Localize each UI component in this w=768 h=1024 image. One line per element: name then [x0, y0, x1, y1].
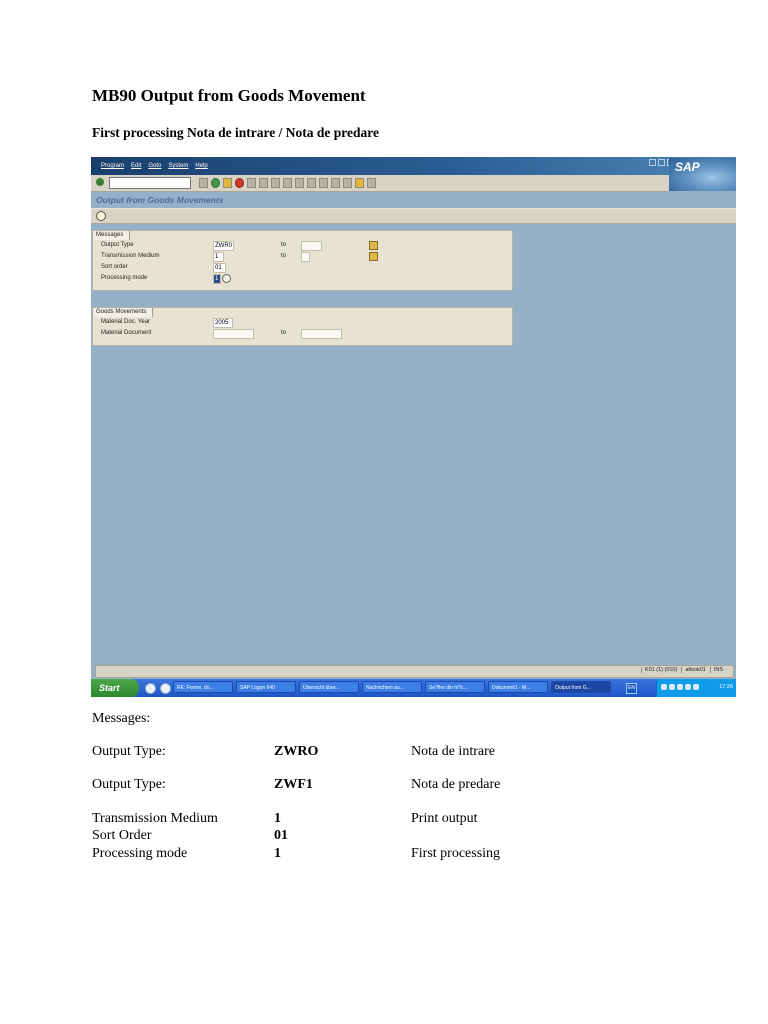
minimize-icon[interactable] — [649, 159, 656, 166]
note-value: 1 — [274, 811, 281, 826]
note-label: Sort Order — [92, 828, 152, 843]
task-button[interactable]: SAP Logon 640 — [236, 681, 296, 693]
insert-mode: INS — [710, 667, 723, 673]
new-session-icon[interactable] — [331, 178, 340, 188]
messages-box — [92, 230, 513, 291]
quick-launch — [145, 683, 171, 694]
tray-icon[interactable] — [661, 684, 667, 690]
windows-taskbar — [91, 679, 736, 697]
note-description: Print output — [411, 811, 478, 826]
task-button[interactable]: Nachrichten au... — [362, 681, 422, 693]
task-list — [173, 681, 611, 693]
transmission-medium-to-field[interactable] — [301, 252, 310, 262]
task-button[interactable]: Dokument1 - M... — [488, 681, 548, 693]
note-label: Output Type: — [92, 744, 166, 759]
system-tray — [656, 679, 736, 697]
system-info: K01 (1) (010) — [641, 667, 677, 673]
to-label: to — [281, 330, 287, 336]
desktop-icon[interactable] — [160, 683, 171, 694]
execute-icon[interactable] — [96, 211, 106, 221]
task-button[interactable]: RE: Forme, do... — [173, 681, 233, 693]
material-document-from-field[interactable] — [213, 329, 254, 339]
material-document-to-field[interactable] — [301, 329, 342, 339]
note-description: First processing — [411, 846, 501, 861]
menu-help[interactable]: Help — [195, 163, 208, 169]
help-icon[interactable] — [355, 178, 364, 188]
task-button[interactable]: Übersicht über... — [299, 681, 359, 693]
notes-heading: Messages: — [92, 711, 151, 726]
command-field[interactable] — [109, 177, 191, 189]
multiple-selection-icon[interactable] — [369, 241, 378, 250]
output-type-to-field[interactable] — [301, 241, 322, 251]
menu-system[interactable]: System — [168, 163, 189, 169]
enter-icon[interactable] — [96, 178, 104, 186]
first-page-icon[interactable] — [283, 178, 292, 188]
note-value: 01 — [274, 828, 288, 843]
prev-page-icon[interactable] — [295, 178, 304, 188]
status-bar — [95, 665, 734, 678]
sort-order-field[interactable]: 01 — [213, 263, 226, 273]
output-type-from-field[interactable]: ZWR0 — [215, 243, 232, 249]
note-label: Transmission Medium — [92, 811, 218, 826]
note-description: Nota de intrare — [411, 744, 495, 759]
tray-icon[interactable] — [693, 684, 699, 690]
processing-mode-field[interactable]: 1 — [213, 274, 221, 284]
layout-icon[interactable] — [367, 178, 376, 188]
find-next-icon[interactable] — [271, 178, 280, 188]
transmission-medium-from-field[interactable]: 1 — [213, 252, 224, 262]
ie-icon[interactable] — [145, 683, 156, 694]
server-info: atlsok01 — [681, 667, 706, 673]
material-doc-year-field[interactable]: 2005 — [213, 318, 233, 328]
menu-edit[interactable]: Edit — [131, 163, 142, 169]
print-icon[interactable] — [247, 178, 256, 188]
start-button[interactable]: Start — [91, 679, 139, 697]
note-label: Output Type: — [92, 777, 166, 792]
to-label: to — [281, 242, 287, 248]
material-doc-year-label: Material Doc. Year — [101, 319, 151, 325]
material-document-label: Material Document — [101, 330, 152, 336]
cancel-icon[interactable] — [235, 178, 244, 188]
tray-icon[interactable] — [685, 684, 691, 690]
sap-logo — [669, 158, 736, 191]
menu-bar — [91, 157, 736, 175]
application-toolbar — [91, 208, 736, 224]
menu-program[interactable]: Program — [101, 163, 125, 169]
document-subtitle: First processing Nota de intrare / Nota de predare — [92, 125, 379, 140]
task-button-active[interactable]: Output from G... — [551, 681, 611, 693]
sort-order-label: Sort order — [101, 264, 128, 270]
note-label: Processing mode — [92, 846, 188, 861]
note-value: 1 — [274, 846, 281, 861]
menu-goto[interactable]: Goto — [148, 163, 162, 169]
note-value: ZWRO — [274, 744, 319, 759]
tray-icon[interactable] — [677, 684, 683, 690]
back-icon[interactable] — [211, 178, 220, 188]
goods-movements-tab: Goods Movements — [94, 308, 153, 317]
exit-icon[interactable] — [223, 178, 232, 188]
clock: 17:26 — [719, 684, 733, 690]
multiple-selection-icon[interactable] — [369, 252, 378, 261]
sap-screenshot — [91, 157, 736, 697]
save-icon[interactable] — [199, 178, 208, 188]
shortcut-icon[interactable] — [343, 178, 352, 188]
goods-movements-box — [92, 307, 513, 346]
next-page-icon[interactable] — [307, 178, 316, 188]
sap-logo-text: SAP — [675, 160, 700, 174]
language-indicator[interactable]: EN — [626, 683, 637, 694]
output-type-label: Output Type — [101, 242, 134, 248]
standard-toolbar — [91, 175, 669, 192]
maximize-icon[interactable] — [658, 159, 665, 166]
document-title: MB90 Output from Goods Movement — [92, 86, 366, 105]
find-icon[interactable] — [259, 178, 268, 188]
processing-mode-label: Processing mode — [101, 275, 148, 281]
screen-title: Output from Goods Movements — [96, 195, 224, 205]
transmission-medium-label: Transmission Medium — [101, 253, 160, 259]
to-label: to — [281, 253, 287, 259]
task-button[interactable]: Se?fire din ni?c... — [425, 681, 485, 693]
tray-icon[interactable] — [669, 684, 675, 690]
messages-tab: Messages — [94, 231, 130, 240]
note-description: Nota de predare — [411, 777, 501, 792]
last-page-icon[interactable] — [319, 178, 328, 188]
note-value: ZWF1 — [274, 777, 313, 792]
value-help-icon[interactable] — [222, 274, 231, 283]
